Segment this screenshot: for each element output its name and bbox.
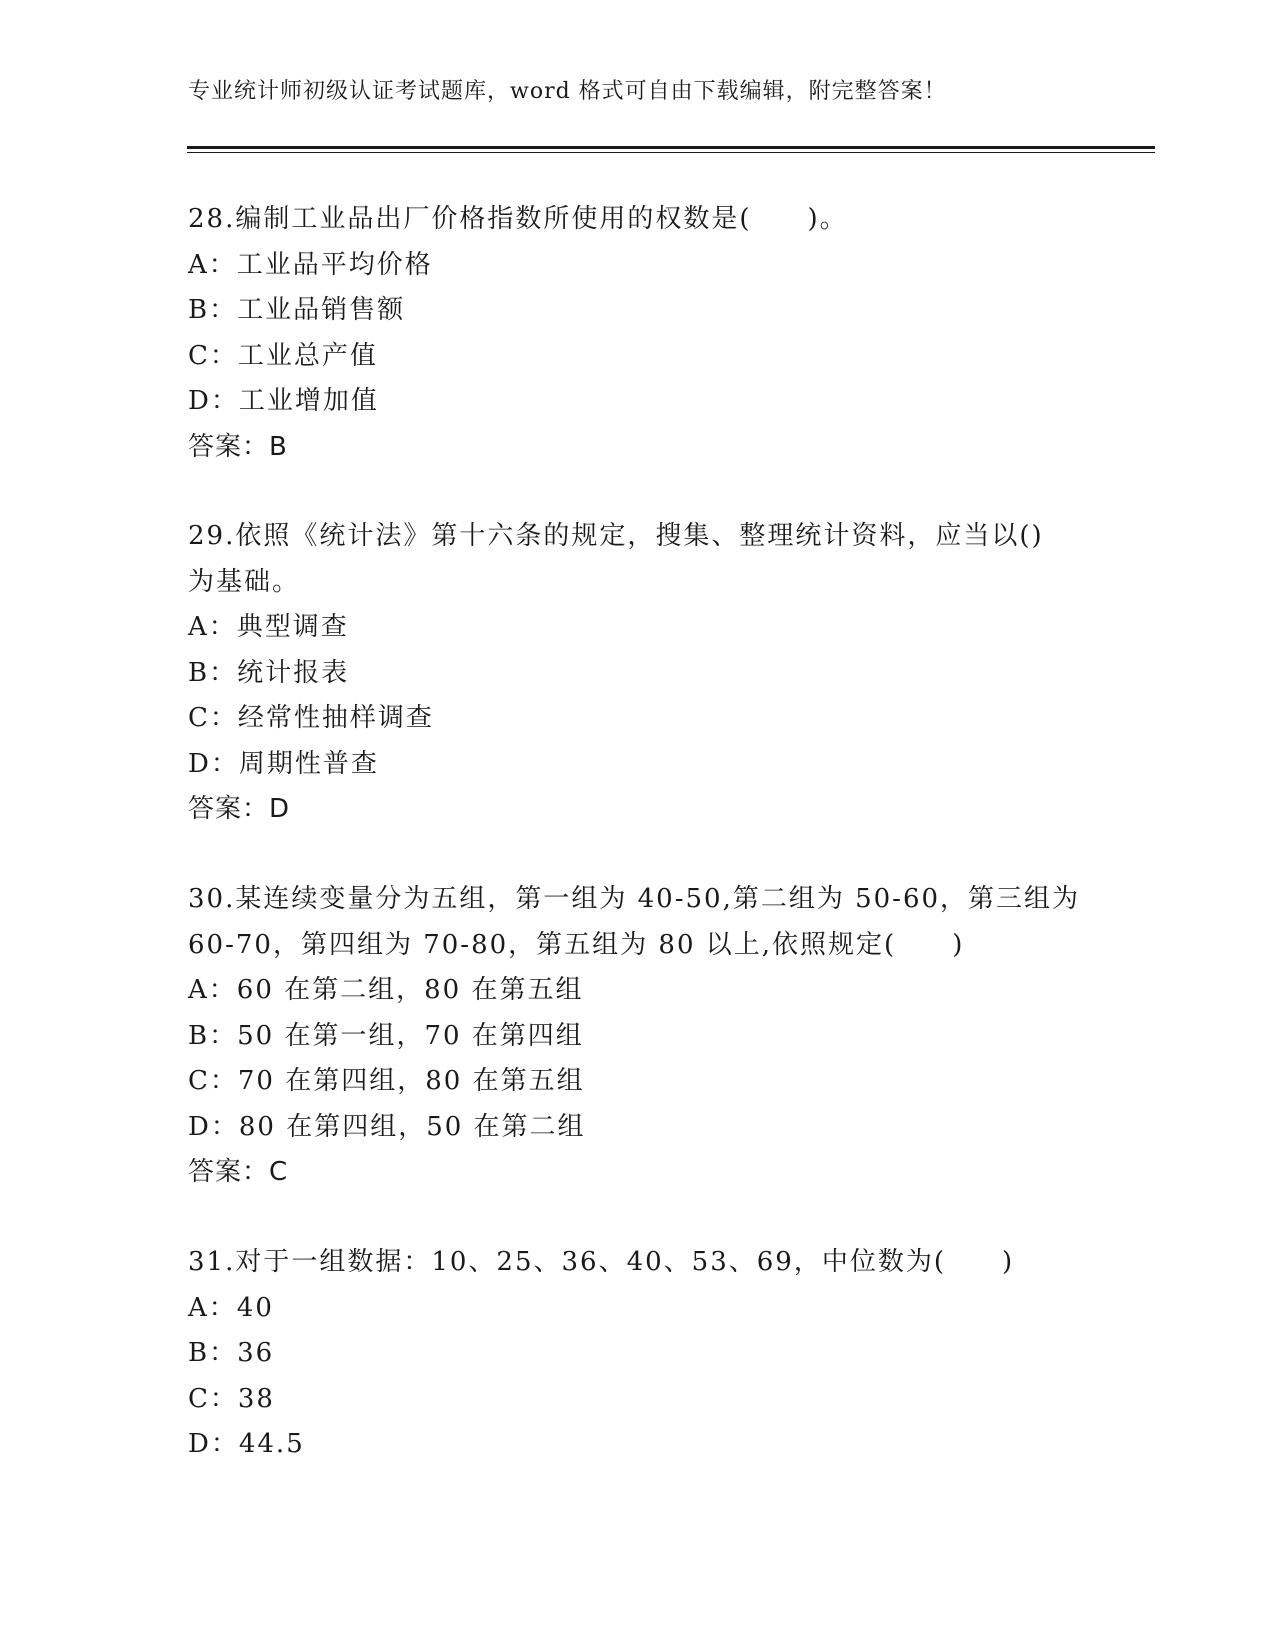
option-d: D：周期性普查 bbox=[188, 748, 379, 779]
option-c: C：38 bbox=[188, 1383, 275, 1414]
question-stem: 30.某连续变量分为五组，第一组为 40-50,第二组为 50-60，第三组为 bbox=[188, 884, 1081, 914]
question-stem: 28.编制工业品出厂价格指数所使用的权数是( )。 bbox=[188, 204, 848, 234]
question-stem: 31.对于一组数据：10、25、36、40、53、69，中位数为( ) bbox=[188, 1247, 1015, 1277]
option-b: B：50 在第一组，70 在第四组 bbox=[188, 1020, 584, 1051]
option-d: D：44.5 bbox=[188, 1429, 305, 1459]
option-b: B：工业品销售额 bbox=[188, 295, 406, 325]
answer-line: 答案：D bbox=[188, 794, 291, 824]
question-30 bbox=[188, 877, 1088, 1196]
page-header: 专业统计师初级认证考试题库，word 格式可自由下载编辑，附完整答案！ bbox=[188, 79, 947, 104]
answer-line: 答案：B bbox=[188, 431, 288, 462]
question-stem-continued: 60-70，第四组为 70-80，第五组为 80 以上,依照规定( ) bbox=[188, 929, 965, 960]
option-b: B：统计报表 bbox=[188, 657, 350, 688]
option-a: A：工业品平均价格 bbox=[188, 249, 433, 280]
question-28 bbox=[188, 197, 1088, 470]
question-stem-continued: 为基础。 bbox=[188, 566, 301, 597]
answer-line: 答案：C bbox=[188, 1157, 289, 1187]
option-c: C：工业总产值 bbox=[188, 340, 378, 371]
option-a: A：60 在第二组，80 在第五组 bbox=[188, 975, 584, 1005]
option-c: C：70 在第四组，80 在第五组 bbox=[188, 1066, 585, 1096]
option-c: C：经常性抽样调查 bbox=[188, 703, 434, 733]
option-d: D：工业增加值 bbox=[188, 386, 379, 416]
question-stem: 29.依照《统计法》第十六条的规定，搜集、整理统计资料，应当以() bbox=[188, 521, 1044, 551]
question-31 bbox=[188, 1240, 1088, 1468]
option-b: B：36 bbox=[188, 1338, 275, 1368]
header-rule-thick bbox=[187, 146, 1155, 149]
question-29 bbox=[188, 514, 1088, 833]
option-a: A：40 bbox=[188, 1292, 274, 1323]
option-a: A：典型调查 bbox=[188, 612, 349, 642]
header-rule-thin bbox=[187, 152, 1155, 153]
option-d: D：80 在第四组，50 在第二组 bbox=[188, 1111, 586, 1142]
